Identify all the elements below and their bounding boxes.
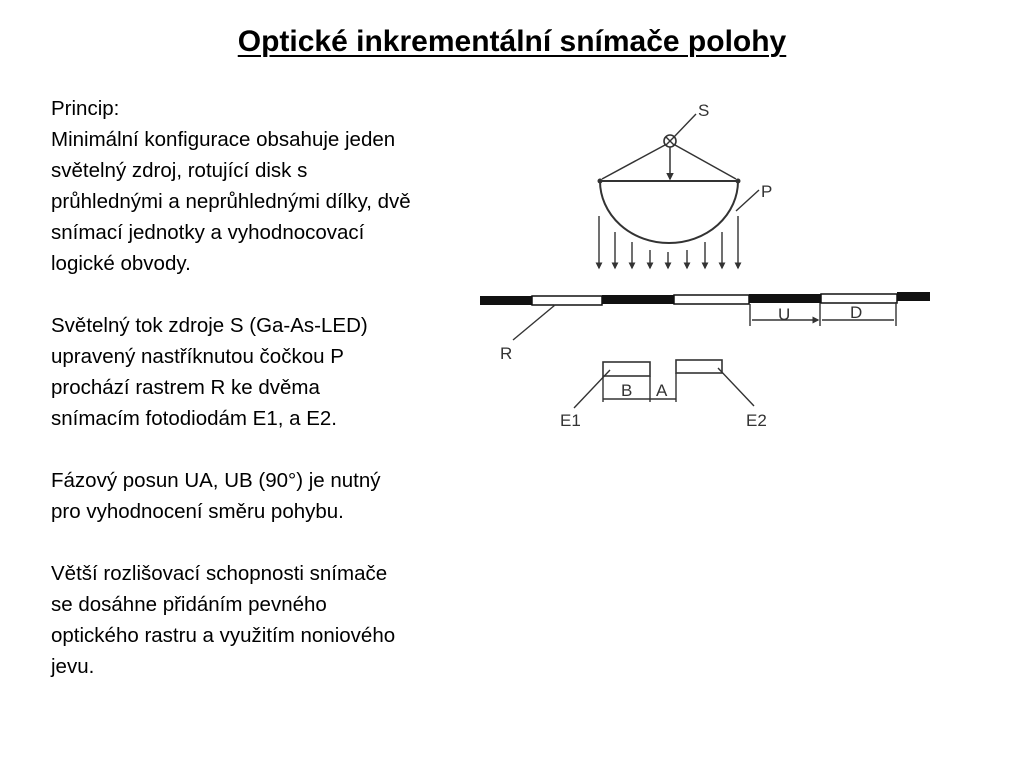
label-lens: P xyxy=(761,182,773,201)
text-line: prochází rastrem R ke dvěma xyxy=(51,376,320,399)
text-line: logické obvody. xyxy=(51,252,191,275)
paragraph-principle xyxy=(51,93,521,279)
text-line: Fázový posun UA, UB (90°) je nutný xyxy=(51,469,381,492)
label-a: A xyxy=(656,381,668,400)
text-line: jevu. xyxy=(51,655,95,678)
label-d: D xyxy=(850,303,863,322)
text-line: upravený nastříknutou čočkou P xyxy=(51,345,344,368)
body-text xyxy=(51,93,521,682)
photodiode-e1 xyxy=(603,362,650,376)
text-line: Princip: xyxy=(51,97,120,120)
lens-shape xyxy=(600,181,738,243)
label-u: U xyxy=(778,305,791,324)
text-line: světelný zdroj, rotující disk s xyxy=(51,159,308,182)
lens-edge-marker xyxy=(736,179,741,184)
label-e2: E2 xyxy=(746,411,767,430)
paragraph-light-flow xyxy=(51,310,521,434)
photodiode-e2 xyxy=(676,360,722,373)
e2-leader-line xyxy=(718,368,754,406)
label-b: B xyxy=(621,381,633,400)
raster-leader-line xyxy=(513,305,555,340)
text-line: Světelný tok zdroje S (Ga-As-LED) xyxy=(51,314,368,337)
lens-edge-marker xyxy=(598,179,603,184)
encoder-diagram xyxy=(470,90,940,440)
text-line: pro vyhodnocení směru pohybu. xyxy=(51,500,344,523)
text-line: průhlednými a neprůhlednými dílky, dvě xyxy=(51,190,411,213)
label-e1: E1 xyxy=(560,411,581,430)
text-line: se dosáhne přidáním pevného xyxy=(51,593,327,616)
text-line: snímacím fotodiodám E1, a E2. xyxy=(51,407,337,430)
text-line: Větší rozlišovací schopnosti snímače xyxy=(51,562,388,585)
e1-leader-line xyxy=(574,370,610,408)
slide-title: Optické inkrementální snímače polohy xyxy=(237,25,787,58)
label-source: S xyxy=(698,101,710,120)
lens-leader-line xyxy=(736,190,759,211)
label-raster: R xyxy=(500,344,513,363)
light-cone xyxy=(602,145,736,179)
paragraph-resolution xyxy=(51,558,521,682)
text-line: optického rastru a využitím noniového xyxy=(51,624,396,647)
source-leader-line xyxy=(674,114,696,137)
dimension-brackets xyxy=(750,302,896,326)
text-line: snímací jednotky a vyhodnocovací xyxy=(51,221,365,244)
raster-strip xyxy=(480,292,930,305)
text-line: Minimální konfigurace obsahuje jeden xyxy=(51,128,396,151)
paragraph-phase-shift xyxy=(51,465,521,527)
